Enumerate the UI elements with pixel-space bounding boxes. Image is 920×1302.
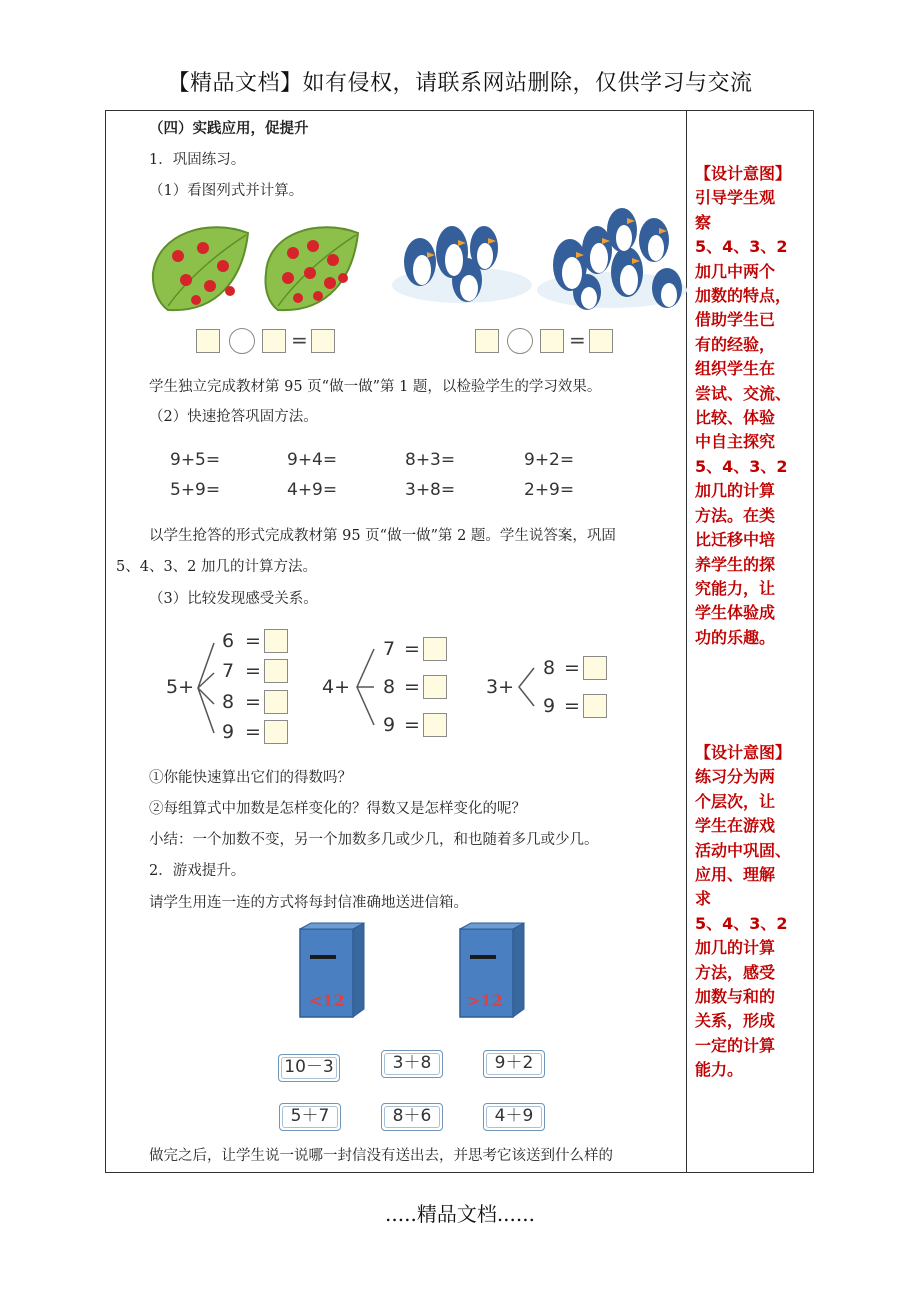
answer-box[interactable] (583, 694, 607, 718)
letter-card[interactable]: 4＋9 (483, 1103, 545, 1131)
paragraph-1: 学生独立完成教材第 95 页“做一做”第 1 题，以检验学生的学习效果。 (149, 379, 602, 395)
note-line: 方法，感受 (695, 962, 776, 982)
expression: 9+2= (524, 450, 575, 470)
page-footer: .....精品文档...... (385, 1202, 535, 1226)
answer-box[interactable] (583, 656, 607, 680)
addend: 7 (383, 638, 396, 660)
note-line: 功的乐趣。 (695, 627, 776, 647)
note-line: 个层次，让 (695, 791, 776, 811)
answer-box[interactable] (423, 713, 447, 737)
answer-box[interactable] (262, 329, 286, 353)
addend: 9 (543, 695, 556, 717)
letter-card[interactable]: 8＋6 (381, 1103, 443, 1131)
operator-circle[interactable] (507, 328, 533, 354)
letter-card[interactable]: 5＋7 (279, 1103, 341, 1131)
note-line: 关系，形成 (695, 1011, 776, 1031)
note-line: 加几的计算 (695, 481, 776, 501)
note-line: 察 (695, 212, 712, 232)
answer-box[interactable] (264, 629, 288, 653)
ladybird-leaves-illustration (148, 218, 370, 318)
note-line: 应用、理解 (695, 865, 776, 885)
sub-1-heading: （1）看图列式并计算。 (149, 183, 304, 199)
summary: 小结：一个加数不变，另一个加数多几或少几，和也随着多几或少几。 (149, 832, 599, 848)
letter-card[interactable]: 9＋2 (483, 1050, 545, 1078)
expression: 4+9= (287, 480, 338, 500)
addend: 8 (383, 676, 396, 698)
note-line: 【设计意图】 (695, 164, 792, 183)
equals-sign: = (404, 676, 420, 698)
addend: 6 (222, 630, 235, 652)
note-line: 加数与和的 (695, 987, 776, 1007)
closing-paragraph: 做完之后，让学生说一说哪一封信没有送出去，并思考它该送到什么样的 (149, 1148, 613, 1164)
answer-box[interactable] (264, 720, 288, 744)
paragraph-2-line-2: 5、4、3、2 加几的计算方法。 (116, 559, 318, 575)
branch-lines (354, 645, 378, 729)
equals-sign: = (569, 328, 586, 352)
note-line: 有的经验， (695, 334, 776, 354)
note-line: 【设计意图】 (695, 743, 792, 762)
note-line: 学生体验成 (695, 603, 776, 623)
expression: 9+5= (170, 450, 221, 470)
mailbox-label-gt12: >12 (467, 991, 503, 1010)
sub-3-heading: （3）比较发现感受关系。 (149, 591, 318, 607)
answer-box[interactable] (264, 690, 288, 714)
note-line: 5、4、3、2 (695, 913, 788, 933)
page-header: 【精品文档】如有侵权，请联系网站删除，仅供学习与交流 (167, 71, 753, 96)
note-line: 组织学生在 (695, 359, 776, 379)
expression: 5+9= (170, 480, 221, 500)
addend: 7 (222, 660, 235, 682)
answer-box[interactable] (423, 637, 447, 661)
note-line: 方法。在类 (695, 505, 776, 525)
item-1-heading: 1．巩固练习。 (149, 152, 246, 168)
note-line: 加数的特点， (695, 286, 792, 306)
note-line: 活动中巩固、 (695, 840, 792, 860)
note-line: 5、4、3、2 (695, 456, 788, 476)
branch-lines (196, 638, 218, 738)
note-line: 尝试、交流、 (695, 383, 792, 403)
note-line: 中自主探究 (695, 432, 776, 452)
question-1: ①你能快速算出它们的得数吗？ (149, 770, 352, 786)
note-line: 养学生的探 (695, 554, 776, 574)
note-line: 练习分为两 (695, 767, 776, 787)
equals-sign: = (245, 691, 261, 713)
group-base: 5+ (166, 676, 195, 698)
expression: 3+8= (405, 480, 456, 500)
note-line: 能力。 (695, 1060, 744, 1080)
note-line: 学生在游戏 (695, 816, 776, 836)
equals-sign: = (564, 657, 580, 679)
equals-sign: = (404, 638, 420, 660)
equals-sign: = (245, 721, 261, 743)
question-2: ②每组算式中加数是怎样变化的？得数又是怎样变化的呢？ (149, 801, 526, 817)
answer-box[interactable] (423, 675, 447, 699)
equals-sign: = (245, 660, 261, 682)
letter-card[interactable]: 10－3 (278, 1054, 340, 1082)
answer-box[interactable] (475, 329, 499, 353)
equals-sign: = (245, 630, 261, 652)
branch-lines (516, 664, 538, 710)
operator-circle[interactable] (229, 328, 255, 354)
design-intent-note-2 (695, 741, 805, 1083)
expression: 9+4= (287, 450, 338, 470)
note-line: 引导学生观 (695, 188, 776, 208)
answer-box[interactable] (264, 659, 288, 683)
expression: 8+3= (405, 450, 456, 470)
note-line: 借助学生已 (695, 310, 776, 330)
sub-2-heading: （2）快速抢答巩固方法。 (149, 409, 318, 425)
mailbox-label-lt12: <12 (309, 991, 345, 1010)
note-line: 5、4、3、2 (695, 237, 788, 257)
note-line: 比较、体验 (695, 408, 776, 428)
note-line: 求 (695, 889, 712, 909)
paragraph-2-line-1: 以学生抢答的形式完成教材第 95 页“做一做”第 2 题。学生说答案，巩固 (149, 528, 616, 544)
note-line: 一定的计算 (695, 1035, 776, 1055)
equals-sign: = (404, 714, 420, 736)
section-title: （四）实践应用，促提升 (149, 120, 309, 137)
equals-sign: = (291, 328, 308, 352)
note-line: 比迁移中培 (695, 530, 776, 550)
addend: 9 (383, 714, 396, 736)
addend: 8 (543, 657, 556, 679)
addend: 8 (222, 691, 235, 713)
note-line: 究能力，让 (695, 578, 776, 598)
design-intent-note-1 (695, 162, 805, 650)
penguins-illustration (392, 200, 687, 312)
group-base: 4+ (322, 676, 351, 698)
answer-box[interactable] (196, 329, 220, 353)
group-base: 3+ (486, 676, 515, 698)
equals-sign: = (564, 695, 580, 717)
addend: 9 (222, 721, 235, 743)
game-instruction: 请学生用连一连的方式将每封信准确地送进信箱。 (149, 895, 468, 911)
expression: 2+9= (524, 480, 575, 500)
answer-box[interactable] (540, 329, 564, 353)
answer-box[interactable] (311, 329, 335, 353)
item-2-heading: 2．游戏提升。 (149, 863, 246, 879)
answer-box[interactable] (589, 329, 613, 353)
letter-card[interactable]: 3＋8 (381, 1050, 443, 1078)
note-line: 加几的计算 (695, 938, 776, 958)
note-line: 加几中两个 (695, 261, 776, 281)
